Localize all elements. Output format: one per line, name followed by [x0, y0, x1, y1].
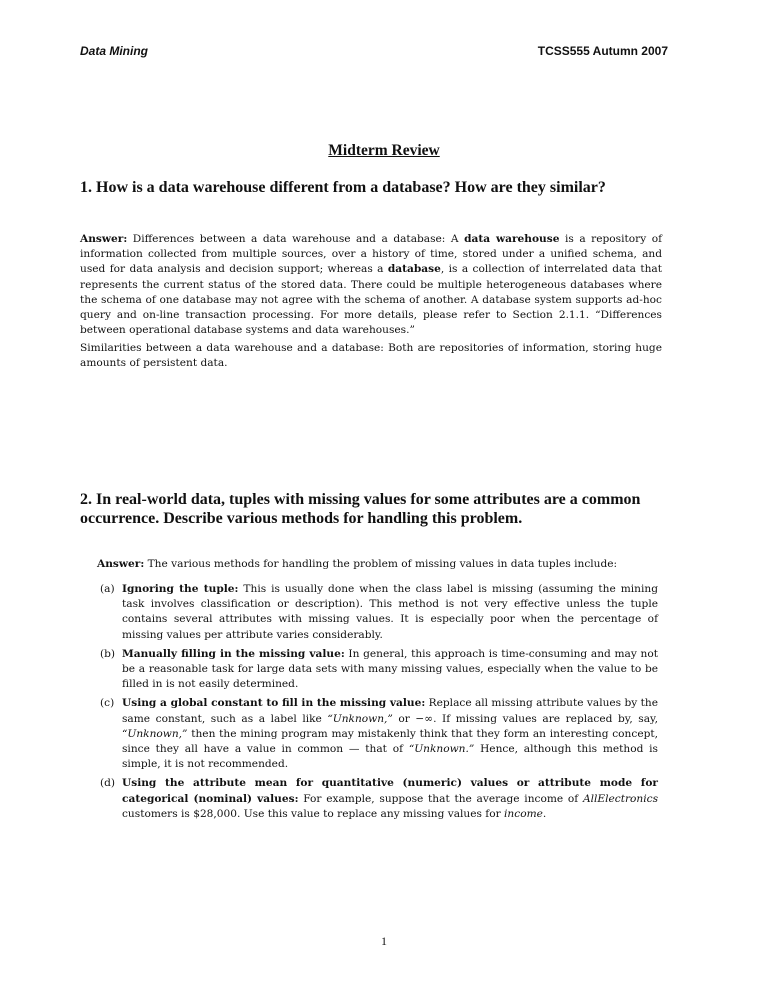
list-item-a: [100, 582, 658, 643]
list-item-text: customers is $28,000. Use this value to replace any missing values for: [122, 807, 505, 820]
list-item-emphasis: income: [504, 807, 543, 820]
list-item-label: (c): [100, 697, 115, 710]
list-item-text: .: [542, 807, 547, 820]
answer-1-differences: [80, 232, 662, 338]
running-header-course-name: Data Mining: [80, 44, 148, 58]
list-item-text: In general, this approach is time-consuming and may not be a reasonable task for large data sets with many missing values, especially when the value to be filled in is not easily determined.: [122, 647, 658, 691]
document-title: Midterm Review: [328, 142, 440, 159]
term-database: database: [387, 263, 441, 276]
answer-1-similarities: Similarities between a data warehouse and a database: Both are repositories of information, storing huge amounts of persistent data.: [80, 342, 662, 370]
list-item-label: (a): [100, 583, 115, 595]
answer-2-intro: [97, 557, 657, 572]
list-item-emphasis: “Unknown.”: [408, 743, 475, 756]
list-item-c: [100, 696, 658, 772]
answer-text: Differences between a data warehouse and a database: A: [127, 233, 465, 245]
answer-label: Answer:: [80, 233, 128, 245]
list-item-d: [100, 776, 658, 822]
answer-text: The various methods for handling the problem of missing values in data tuples include:: [144, 558, 618, 570]
list-item-heading: Using the attribute mean for quantitative (numeric) values or attribute mode for categorical (nominal) values:: [122, 777, 658, 805]
list-item-b: [100, 647, 658, 693]
list-item-emphasis: “Unknown,”: [122, 727, 188, 740]
list-item-label: (b): [100, 647, 116, 660]
list-item-heading: Ignoring the tuple:: [122, 583, 239, 595]
list-item-heading: Using a global constant to fill in the missing value:: [122, 697, 426, 710]
list-item-text: or −∞. If missing values are replaced by, say,: [392, 712, 658, 725]
question-1: 1. How is a data warehouse different from a database? How are they similar?: [80, 179, 606, 196]
term-data-warehouse: data warehouse: [464, 233, 560, 245]
running-header-course-code: TCSS555 Autumn 2007: [537, 44, 668, 58]
list-item-heading: Manually filling in the missing value:: [122, 647, 345, 660]
answer-text: is a repository of information collected from multiple sources, over a history of time, stored under a unified schema, and used for data analysis and decision support; whereas a: [80, 233, 662, 276]
list-item-text: Replace all missing attribute values by the same constant, such as a label like: [122, 697, 658, 725]
list-item-text: Hence, although this method is simple, it is not recommended.: [122, 743, 658, 771]
answer-label: Answer:: [97, 558, 145, 570]
list-item-text: then the mining program may mistakenly think that they form an interesting concept, since they all have a value in common — that of: [122, 727, 658, 756]
answer-text: , is a collection of interrelated data that represents the current status of the stored data. There could be multiple heterogeneous databases where the schema of one database may not agree with the schema of another. A database system supports ad-hoc query and on-line transaction processing. For more details, please refer to Section 2.1.1. “Differences between operational database systems and data warehouses.”: [80, 263, 662, 337]
methods-list: [100, 582, 658, 826]
question-2: 2. In real-world data, tuples with missing values for some attributes are a common occurrence. Describe various methods for handling this problem.: [80, 491, 641, 527]
list-item-emphasis: AllElectronics: [582, 792, 658, 805]
list-item-text: For example, suppose that the average income of: [298, 792, 583, 805]
list-item-emphasis: “Unknown,”: [327, 712, 393, 725]
page-number: 1: [381, 934, 387, 948]
list-item-text: This is usually done when the class label is missing (assuming the mining task involves classification or description). This method is not very effective unless the tuple contains several attributes with missing values. It is especially poor when the percentage of missing values per attribute varies considerably.: [122, 583, 658, 641]
list-item-label: (d): [100, 777, 116, 790]
